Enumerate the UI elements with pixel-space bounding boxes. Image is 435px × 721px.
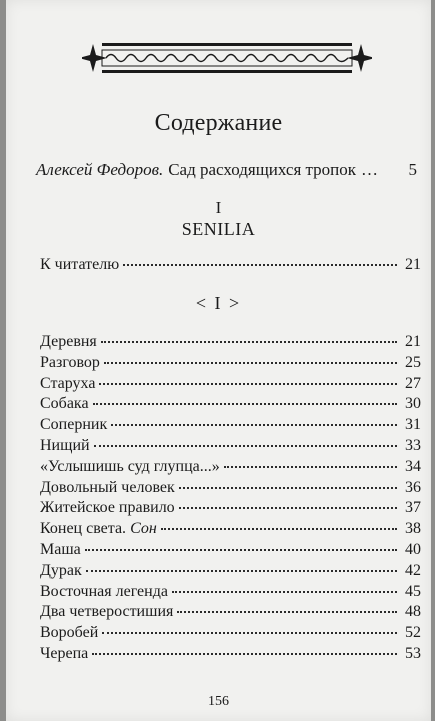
- dot-leader: [93, 399, 397, 405]
- dot-leader: [179, 503, 397, 509]
- toc-entry-label: Разговор: [40, 353, 100, 371]
- toc-entry[interactable]: [40, 541, 421, 562]
- toc-entry-page: 48: [405, 603, 421, 621]
- section-numeral: I: [215, 198, 222, 217]
- dot-leader: [104, 358, 397, 364]
- toc-entry-label: Черепа: [40, 645, 89, 662]
- intro-page-number: 5: [408, 160, 417, 179]
- toc-entry-page: 52: [405, 624, 421, 642]
- toc-entry[interactable]: [40, 333, 421, 354]
- toc-entry-page: 30: [405, 395, 421, 413]
- toc-entry-page: 21: [405, 333, 421, 350]
- dot-leader: [161, 524, 397, 530]
- intro-ellipsis: …: [361, 160, 379, 179]
- toc-entry-label: Старуха: [40, 374, 96, 392]
- toc-entry[interactable]: [40, 375, 421, 396]
- dot-leader: [123, 260, 397, 266]
- toc-entry[interactable]: [40, 624, 421, 645]
- dot-leader: [85, 545, 397, 551]
- toc-entry-label: «Услышишь суд глупца...»: [40, 457, 220, 475]
- toc-entry-label: Собака: [40, 395, 89, 413]
- dot-leader: [102, 628, 397, 634]
- toc-entry[interactable]: [40, 479, 421, 500]
- dot-leader: [94, 441, 397, 447]
- dot-leader: [172, 587, 397, 593]
- intro-title: Сад расходящихся тропок: [168, 160, 357, 179]
- toc-entry-label: Дурак: [40, 561, 82, 579]
- ornamental-header-band: [82, 40, 372, 76]
- toc-entry-label: Деревня: [40, 333, 97, 350]
- page-title: Содержание: [154, 110, 283, 136]
- toc-entry-label: Нищий: [40, 437, 90, 454]
- toc-entry-label: Восточная легенда: [40, 582, 168, 600]
- toc-entry-page: 25: [405, 353, 421, 371]
- toc-entry-page: 53: [405, 645, 421, 662]
- toc-entry[interactable]: [40, 645, 421, 666]
- toc-entry-label: Довольный человек: [40, 478, 175, 496]
- dot-leader: [99, 379, 397, 385]
- toc-entry-label: К читателю: [40, 256, 120, 273]
- book-page: [6, 0, 431, 721]
- dot-leader: [177, 607, 397, 613]
- toc-entry-label: Конец света.: [40, 520, 127, 538]
- toc-entry[interactable]: [40, 458, 421, 479]
- section-title: SENILIA: [181, 219, 256, 239]
- toc-entry[interactable]: [40, 395, 421, 416]
- dot-leader: [111, 420, 397, 426]
- toc-entry[interactable]: [40, 499, 421, 520]
- toc-entry-label: Два четверостишия: [40, 603, 174, 621]
- toc-entry-page: 36: [405, 478, 421, 496]
- toc-entry[interactable]: [40, 416, 421, 437]
- toc-entry-page: 34: [405, 457, 421, 475]
- toc-entry-intro[interactable]: [36, 160, 421, 180]
- toc-entry-label-italic: Сон: [130, 520, 157, 538]
- toc-entry-page: 33: [405, 437, 421, 454]
- toc-entry[interactable]: [40, 562, 421, 583]
- dot-leader: [179, 483, 397, 489]
- dot-leader: [86, 566, 397, 572]
- toc-entry-page: 38: [405, 520, 421, 538]
- toc-entry-label: Маша: [40, 541, 81, 558]
- toc-entry-label: Воробей: [40, 624, 99, 642]
- toc-entry-page: 42: [405, 561, 421, 579]
- page-number-footer: 156: [208, 694, 229, 709]
- toc-entry[interactable]: [40, 583, 421, 604]
- toc-entry[interactable]: [40, 520, 421, 541]
- toc-entry-page: 40: [405, 541, 421, 558]
- toc-entry-page: 21: [405, 256, 421, 273]
- toc-entry-page: 37: [405, 499, 421, 517]
- intro-author: Алексей Федоров.: [36, 160, 164, 179]
- toc-entry-page: 45: [405, 582, 421, 600]
- toc-entry-preface[interactable]: [40, 256, 421, 277]
- dot-leader: [101, 337, 397, 343]
- toc-entry-page: 31: [405, 416, 421, 434]
- dot-leader: [224, 462, 397, 468]
- toc-entry-page: 27: [405, 374, 421, 392]
- subsection-marker: < I >: [195, 293, 242, 313]
- toc-entry-label: Житейское правило: [40, 499, 175, 517]
- toc-entry-label: Соперник: [40, 416, 108, 434]
- dot-leader: [92, 649, 397, 655]
- toc-entry[interactable]: [40, 437, 421, 458]
- toc-entry[interactable]: [40, 603, 421, 624]
- toc-entry[interactable]: [40, 354, 421, 375]
